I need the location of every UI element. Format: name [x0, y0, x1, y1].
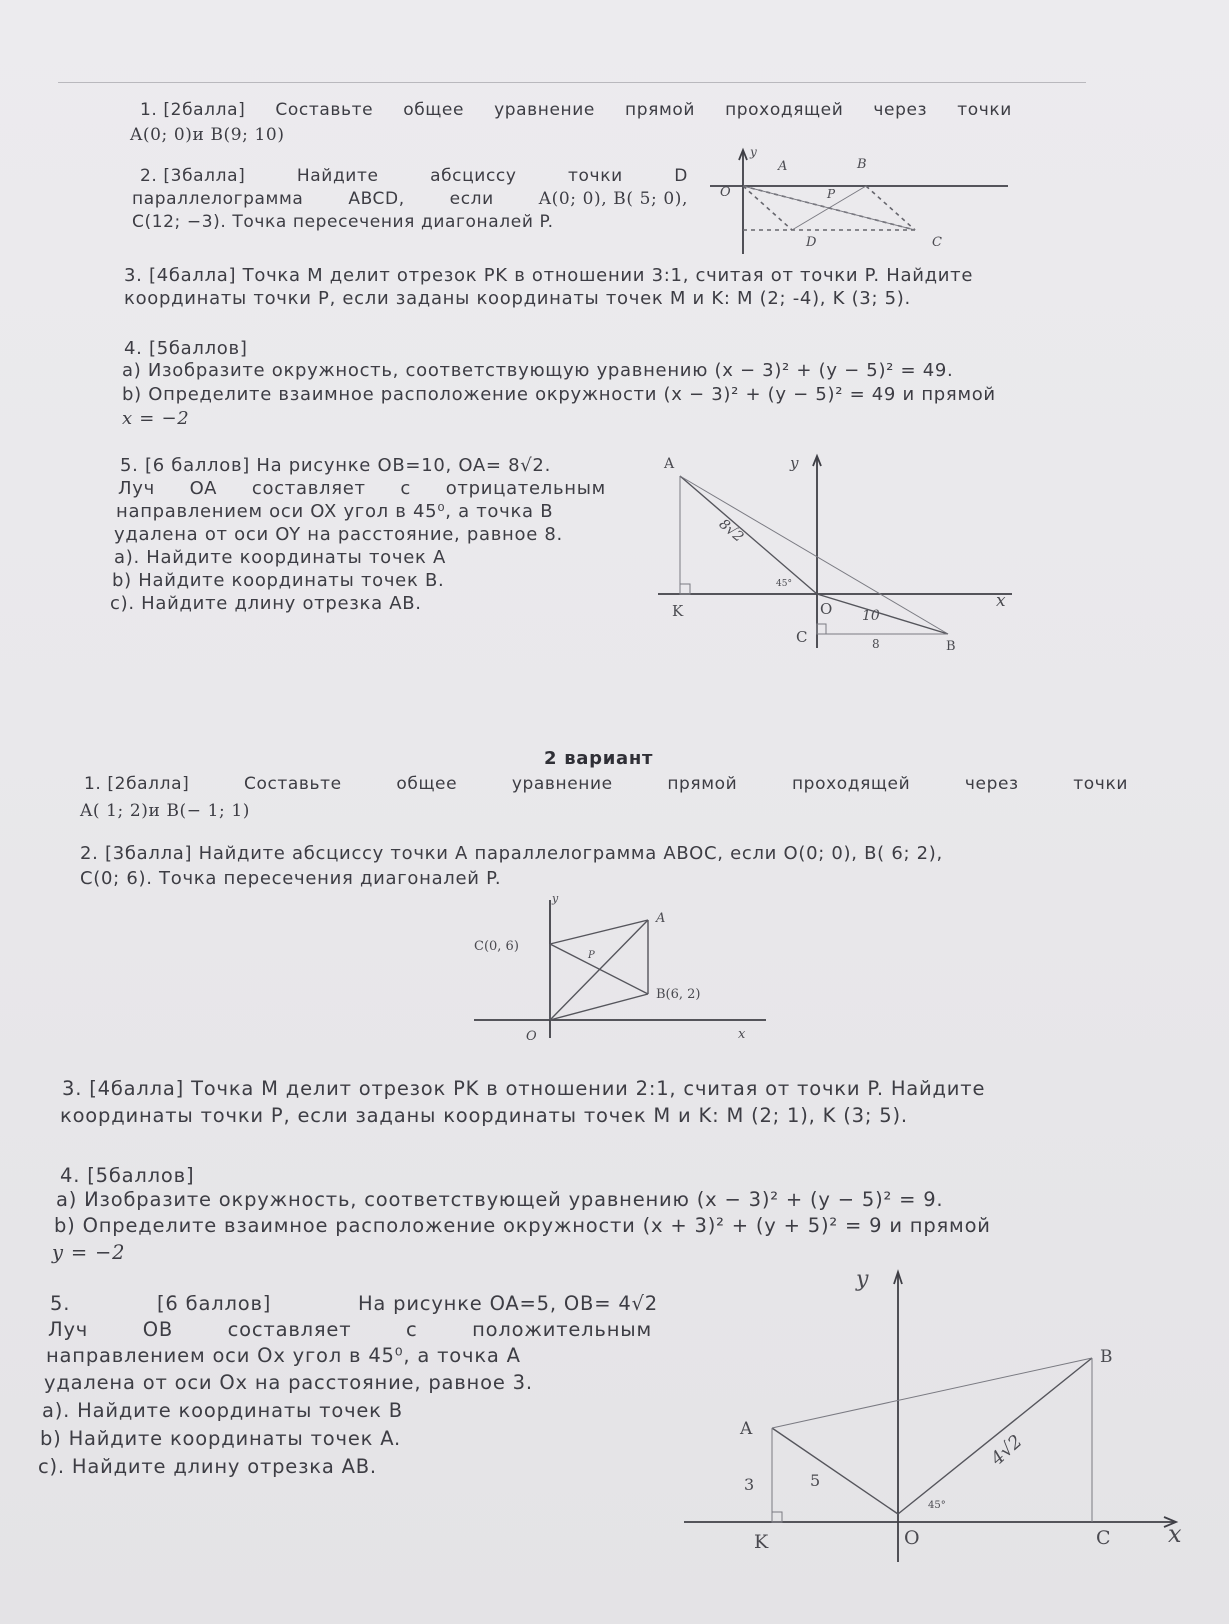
word: точки	[957, 100, 1012, 120]
diagonal-cb	[550, 944, 648, 994]
segment-oa	[772, 1428, 898, 1514]
word: OB	[142, 1318, 174, 1341]
v2-problem-4-line-1: 4. [5баллов]	[60, 1164, 195, 1187]
v2-rays-figure	[680, 1262, 1200, 1562]
word: уравнение	[511, 774, 613, 794]
label-d: D	[806, 235, 817, 250]
v2-problem-3-line-2: координаты точки P, если заданы координаты точек M и K: M (2; 1), K (3; 5).	[60, 1104, 908, 1127]
word: Составьте	[243, 774, 342, 794]
v2-problem-4-line-3: b) Определите взаимное расположение окружности (x + 3)² + (y + 5)² = 9 и прямой	[54, 1214, 991, 1237]
label-c: C	[796, 628, 808, 646]
v2-problem-1-line-1	[84, 774, 1128, 794]
segment-ob	[898, 1358, 1092, 1514]
label-x: x	[1168, 1520, 1182, 1548]
label-angle: 45°	[776, 579, 792, 589]
word: ABCD,	[348, 189, 405, 209]
word: составляет	[251, 478, 366, 499]
v2-problem-5-line-5: a). Найдите координаты точек B	[42, 1399, 403, 1422]
word: Луч	[118, 478, 155, 499]
label-b: B	[946, 639, 956, 654]
word: через	[964, 774, 1019, 794]
label-five: 5	[810, 1471, 821, 1490]
word: уравнение	[494, 100, 595, 120]
v2-problem-5-line-4: удалена от оси Ox на расстояние, равное 3.	[44, 1371, 533, 1394]
word: OA	[189, 478, 218, 499]
label-a: A	[664, 456, 675, 472]
label-k: K	[754, 1531, 769, 1553]
word: прямой	[667, 774, 738, 794]
label-o: O	[904, 1527, 920, 1549]
label-x: x	[738, 1027, 746, 1042]
v1-problem-2-line-2	[132, 189, 688, 209]
v1-problem-4-line-3: b) Определите взаимное расположение окружности (x − 3)² + (y − 5)² = 49 и прямой	[122, 384, 996, 405]
word: На рисунке OA=5, OB= 4√2	[357, 1292, 658, 1315]
v1-problem-5-line-1: 5. [6 баллов] На рисунке OB=10, OA= 8√2.	[120, 455, 552, 476]
v1-problem-2-line-1	[140, 166, 688, 186]
v1-problem-4-line-1: 4. [5баллов]	[124, 338, 248, 359]
top-rule	[58, 82, 1086, 83]
v2-problem-2-line-2: C(0; 6). Точка пересечения диагоналей P.	[80, 868, 502, 889]
diagonal-oa	[550, 920, 648, 1020]
word: отрицательным	[445, 478, 606, 499]
label-k: K	[672, 602, 684, 620]
v1-problem-3-line-2: координаты точки P, если заданы координаты точек M и K: M (2; -4), K (3; 5).	[124, 288, 911, 309]
label-ob-length: 4√2	[986, 1430, 1027, 1470]
segment-ab	[772, 1358, 1092, 1428]
word: 2. [3балла]	[140, 166, 246, 186]
word: Луч	[48, 1318, 89, 1341]
v1-problem-5-line-5: a). Найдите координаты точек A	[114, 547, 446, 568]
right-angle-c	[817, 624, 826, 634]
word: прямой	[625, 100, 696, 120]
word: проходящей	[725, 100, 844, 120]
label-o: O	[720, 185, 731, 200]
word: положительным	[472, 1318, 652, 1341]
v1-rays-figure	[650, 448, 1030, 654]
label-o: O	[526, 1029, 537, 1044]
label-c: C	[1096, 1527, 1111, 1549]
word: [6 баллов]	[157, 1292, 272, 1315]
label-b: B	[857, 157, 867, 172]
v1-problem-5-line-4: удалена от оси OY на расстояние, равное 8.	[114, 524, 563, 545]
word: Найдите	[296, 166, 379, 186]
right-angle-k	[772, 1512, 782, 1522]
v2-problem-5-line-7: c). Найдите длину отрезка AB.	[38, 1455, 377, 1478]
word: абсциссу	[430, 166, 517, 186]
v1-problem-4-line-2: a) Изобразите окружность, соответствующую уравнению (x − 3)² + (y − 5)² = 49.	[122, 360, 954, 381]
side-ca	[550, 920, 648, 944]
v1-problem-4-line-4: x = −2	[122, 408, 190, 429]
side-bo	[550, 994, 648, 1020]
v2-parallelogram-figure	[466, 890, 786, 1050]
v1-problem-1-line-1	[140, 100, 1012, 120]
v2-problem-5-line-6: b) Найдите координаты точек A.	[40, 1427, 401, 1450]
label-ob-length: 10	[862, 608, 880, 624]
v2-problem-4-line-4: y = −2	[52, 1241, 126, 1264]
label-c: C	[932, 235, 942, 250]
label-p: P	[827, 187, 836, 201]
v2-problem-2-line-1: 2. [3балла] Найдите абсциссу точки A параллелограмма ABOC, если O(0; 0), B( 6; 2),	[80, 843, 943, 864]
v1-parallelogram-figure	[700, 140, 1020, 260]
word: A(0; 0), B( 5; 0),	[538, 189, 688, 209]
label-y: y	[856, 1267, 869, 1292]
word: точки	[568, 166, 623, 186]
label-x: x	[996, 591, 1006, 611]
label-cb-length: 8	[872, 637, 880, 651]
v2-problem-3-line-1: 3. [4балла] Точка M делит отрезок PK в отношении 2:1, считая от точки P. Найдите	[62, 1077, 986, 1100]
segment-ab	[680, 476, 948, 634]
word: проходящей	[791, 774, 911, 794]
v2-problem-4-line-2: a) Изобразите окружность, соответствующей уравнению (x − 3)² + (y − 5)² = 9.	[56, 1188, 944, 1211]
segment-oa	[680, 476, 817, 594]
label-p: P	[588, 950, 595, 961]
segment-ob	[817, 594, 948, 634]
v1-problem-5-line-3: направлением оси OX угол в 45⁰, а точка B	[116, 501, 554, 522]
word: 5.	[50, 1292, 71, 1315]
word: 1. [2балла]	[84, 774, 190, 794]
word: D	[674, 166, 688, 186]
word: составляет	[227, 1318, 352, 1341]
label-y: y	[790, 454, 799, 472]
word: через	[873, 100, 928, 120]
v1-problem-5-line-2	[118, 478, 606, 499]
label-b: B(6, 2)	[656, 987, 701, 1002]
v1-problem-2-line-3: C(12; −3). Точка пересечения диагоналей P.	[132, 212, 554, 232]
v1-problem-3-line-1: 3. [4балла] Точка M делит отрезок PK в отношении 3:1, считая от точки P. Найдите	[124, 265, 974, 286]
v1-problem-1-line-2: A(0; 0)и B(9; 10)	[130, 125, 285, 145]
word: параллелограмма	[132, 189, 304, 209]
right-angle-k	[680, 584, 690, 594]
label-a: A	[778, 159, 788, 174]
v1-problem-5-line-6: b) Найдите координаты точек B.	[112, 570, 445, 591]
label-c: C(0, 6)	[474, 939, 519, 954]
label-three: 3	[744, 1475, 755, 1494]
label-y: y	[552, 892, 559, 905]
word: с	[405, 1318, 418, 1341]
word: с	[400, 478, 412, 499]
v2-problem-1-line-2: A( 1; 2)и B(− 1; 1)	[80, 801, 251, 821]
label-oa-length: 8√2	[715, 516, 747, 546]
label-y: y	[750, 145, 757, 159]
word: общее	[396, 774, 458, 794]
word: точки	[1073, 774, 1128, 794]
v1-problem-5-line-7: c). Найдите длину отрезка AB.	[110, 593, 422, 614]
v2-problem-5-line-1	[50, 1292, 658, 1315]
label-a: A	[656, 911, 666, 926]
v2-problem-5-line-2	[48, 1318, 652, 1341]
label-b: B	[1100, 1347, 1113, 1367]
word: общее	[403, 100, 465, 120]
word: 1. [2балла]	[140, 100, 246, 120]
word: Составьте	[275, 100, 374, 120]
label-angle: 45°	[928, 1500, 946, 1511]
label-a: A	[740, 1419, 753, 1439]
label-o: O	[820, 600, 833, 618]
v2-heading: 2 вариант	[544, 748, 654, 769]
word: если	[449, 189, 494, 209]
v2-problem-5-line-3: направлением оси Ox угол в 45⁰, а точка A	[46, 1344, 521, 1367]
